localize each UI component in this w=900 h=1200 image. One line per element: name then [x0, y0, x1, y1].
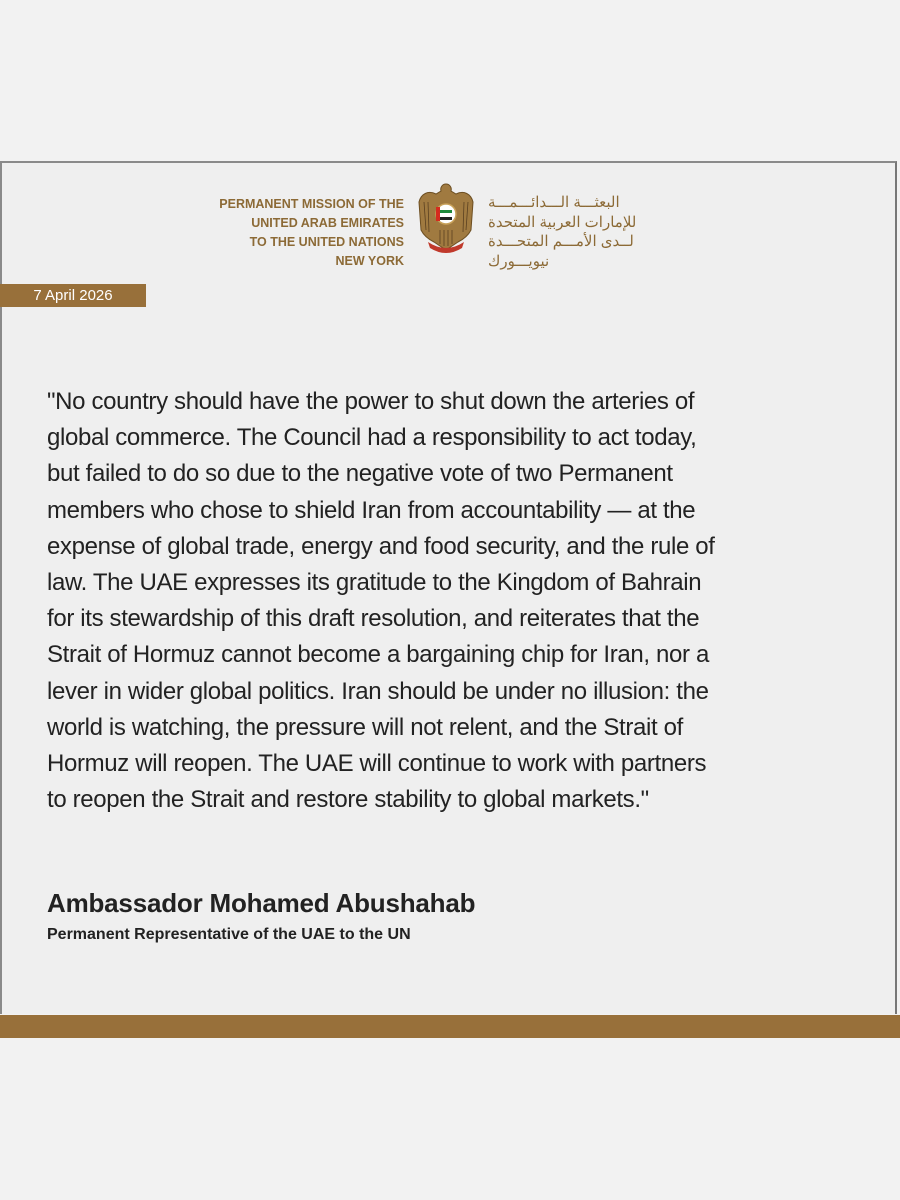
quote-line: world is watching, the pressure will not relent, and the Strait of [47, 713, 683, 741]
quote-line: law. The UAE expresses its gratitude to the Kingdom of Bahrain [47, 569, 702, 597]
mission-name-english [219, 195, 404, 271]
mission-line: NEW YORK [335, 254, 404, 268]
quote-line: "No country should have the power to shut down the arteries of [47, 388, 695, 415]
quote-line: Hormuz will reopen. The UAE will continue to work with partners [47, 750, 707, 778]
quote-line: members who chose to shield Iran from accountability — at the [47, 496, 696, 524]
mission-line: UNITED ARAB EMIRATES [251, 216, 404, 230]
quote-line: global commerce. The Council had a responsibility to act today, [47, 424, 697, 452]
quote-line: for its stewardship of this draft resolution, and reiterates that the [47, 605, 700, 633]
quote-line: lever in wider global politics. Iran should be under no illusion: the [47, 677, 709, 705]
mission-line: TO THE UNITED NATIONS [249, 235, 404, 249]
statement-quote [47, 384, 715, 818]
quote-line: expense of global trade, energy and food security, and the rule of [47, 532, 715, 560]
quote-line: but failed to do so due to the negative vote of two Permanent [47, 460, 673, 488]
quote-line: Strait of Hormuz cannot become a bargaining chip for Iran, nor a [47, 641, 709, 669]
uae-emblem-icon [416, 180, 476, 260]
mission-line-arabic: للإمارات العربية المتحدة [488, 213, 637, 231]
signatory-title: Permanent Representative of the UAE to the UN [47, 926, 411, 943]
signatory-name: Ambassador Mohamed Abushahab [47, 888, 476, 918]
quote-line: to reopen the Strait and restore stability to global markets." [47, 786, 649, 814]
mission-line: PERMANENT MISSION OF THE [219, 197, 404, 211]
date-badge: 7 April 2026 [0, 284, 146, 307]
mission-name-arabic [488, 193, 636, 271]
mission-line-arabic: البعثـــة الـــدائـــمـــة [488, 194, 620, 211]
mission-line-arabic: نيويـــورك [488, 252, 550, 270]
mission-line-arabic: لــدى الأمـــم المتحـــدة [488, 233, 634, 250]
footer-accent-bar [0, 1015, 900, 1038]
